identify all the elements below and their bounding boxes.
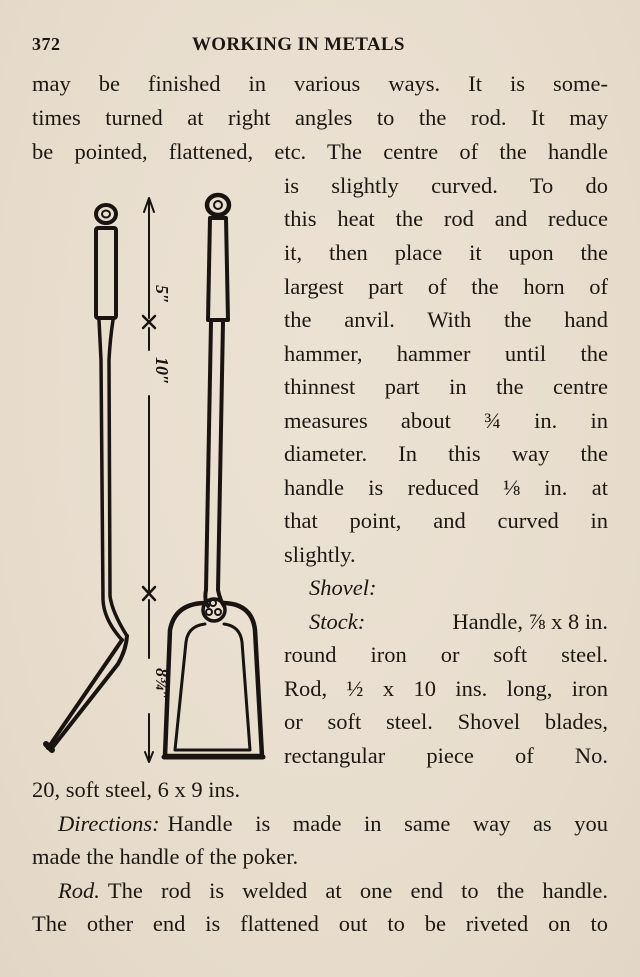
text-line: diameter. In this way the bbox=[284, 441, 608, 466]
text-line: times turned at right angles to the rod. It may bbox=[32, 105, 608, 130]
text-line: or soft steel. Shovel blades, bbox=[284, 709, 608, 734]
text-line: this heat the rod and reduce bbox=[284, 206, 608, 231]
text-line: may be finished in various ways. It is some- bbox=[32, 71, 608, 96]
shovel-illustration bbox=[30, 190, 280, 770]
directions-text: Handle is made in same way as you bbox=[167, 811, 608, 836]
stock-line bbox=[309, 608, 608, 636]
text-line: 20, soft steel, 6 x 9 ins. bbox=[32, 777, 241, 802]
text-line: be pointed, flattened, etc. The centre of the handle bbox=[32, 139, 608, 164]
text-line: made the handle of the poker. bbox=[32, 844, 299, 869]
stock-label: Stock: bbox=[309, 609, 366, 634]
text-line: hammer, hammer until the bbox=[284, 341, 608, 366]
text-line: that point, and curved in bbox=[284, 508, 608, 533]
text-line: the anvil. With the hand bbox=[284, 307, 608, 332]
text-line: thinnest part in the centre bbox=[284, 374, 608, 399]
text-line: rectangular piece of No. bbox=[284, 743, 608, 768]
rod-label: Rod. bbox=[58, 878, 100, 903]
directions-label: Directions: bbox=[58, 811, 160, 836]
text-line: is slightly curved. To do bbox=[284, 173, 608, 198]
text-line: Rod, ½ x 10 ins. long, iron bbox=[284, 676, 608, 701]
page-header bbox=[32, 34, 608, 60]
text-line: largest part of the horn of bbox=[284, 274, 608, 299]
text-line: round iron or soft steel. bbox=[284, 642, 608, 667]
page-number: 372 bbox=[32, 34, 61, 54]
dimension-label-rod: 10″ bbox=[152, 357, 172, 385]
running-head: WORKING IN METALS bbox=[192, 34, 405, 55]
text-line: handle is reduced ⅛ in. at bbox=[284, 475, 608, 500]
rod-line bbox=[58, 877, 608, 905]
dimension-label-handle: 5″ bbox=[152, 285, 172, 304]
dimension-label-blade: 8¾″ bbox=[152, 668, 172, 701]
rod-text: The rod is welded at one end to the handle. bbox=[107, 878, 608, 903]
text-line: slightly. bbox=[284, 542, 356, 567]
stock-text: Handle, ⅞ x 8 in. bbox=[452, 609, 608, 634]
shovel-heading: Shovel: bbox=[309, 575, 377, 600]
text-line: measures about ¾ in. in bbox=[284, 408, 608, 433]
directions-line bbox=[58, 810, 608, 838]
text-line: it, then place it upon the bbox=[284, 240, 608, 265]
text-line: The other end is flattened out to be riveted on to bbox=[32, 911, 608, 936]
